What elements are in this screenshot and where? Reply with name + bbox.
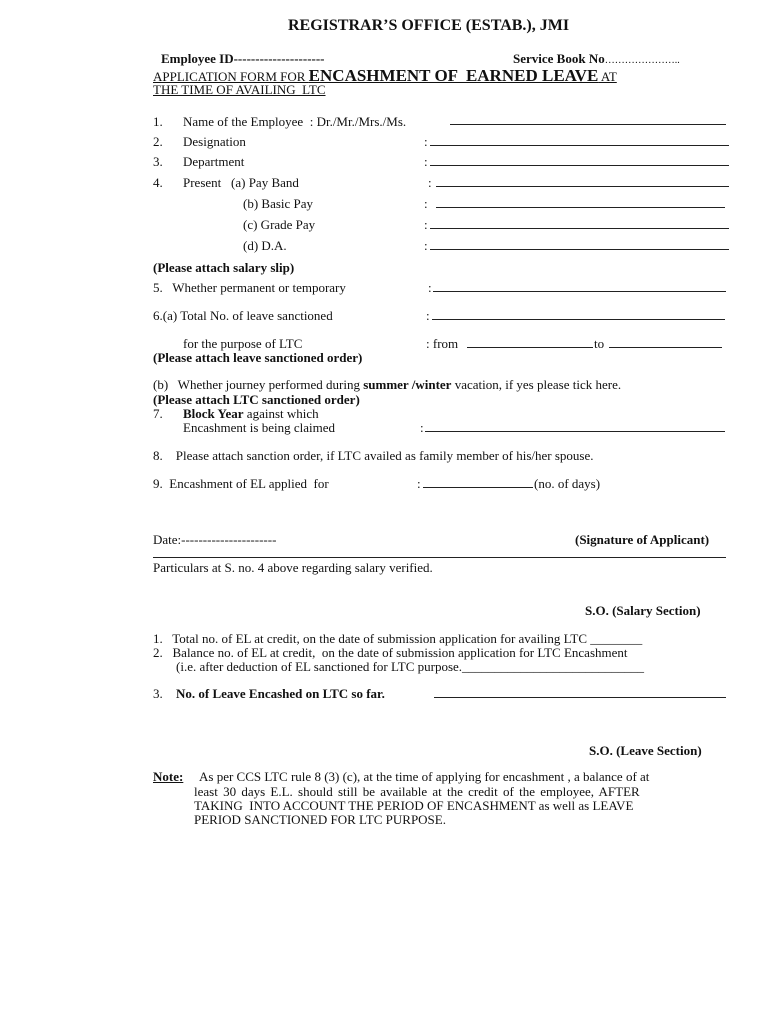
field-6-label: 6.(a) Total No. of leave sanctioned [153,308,333,323]
leave-encashed-input-line[interactable] [434,697,726,698]
employee-name-input-line[interactable] [450,124,726,125]
department-input-line[interactable] [430,165,729,166]
field-4b-label: (b) Basic Pay [243,196,314,211]
field-4-number: 4. [153,175,163,190]
salary-verified-text: Particulars at S. no. 4 above regarding salary verified. [153,560,433,575]
field-4d-colon: : [424,238,428,253]
field-8-label: 8. Please attach sanction order, if LTC availed as family member of his/her spouse. [153,448,594,463]
leave-item-3-label: No. of Leave Encashed on LTC so far. [176,686,385,701]
field-3-number: 3. [153,154,163,169]
leave-from-input-line[interactable] [467,347,593,348]
form-title-line2: THE TIME OF AVAILING LTC [153,82,326,97]
note-line-3: TAKING INTO ACCOUNT THE PERIOD OF ENCASHMENT as well as LEAVE [194,798,634,813]
el-days-input-line[interactable] [423,487,533,488]
field-4b-colon: : [424,196,428,211]
field-7-bold: Block Year [183,406,244,421]
field-9-colon: : [417,476,421,491]
form-title-main: ENCASHMENT OF EARNED LEAVE [308,66,599,85]
field-6b-bold: summer /winter [363,377,452,392]
field-4-colon: : [428,175,432,190]
field-7-colon: : [420,420,424,435]
note-line-1: As per CCS LTC rule 8 (3) (c), at the time of applying for encashment , a balance of at [199,769,650,784]
note-line-4: PERIOD SANCTIONED FOR LTC PURPOSE. [194,812,446,827]
employment-type-input-line[interactable] [433,291,726,292]
employee-id-text: Employee ID [161,51,234,66]
service-book-label [513,52,680,66]
attach-ltc-note: (Please attach LTC sanctioned order) [153,392,360,407]
field-6b-prefix: (b) Whether journey performed during [153,377,364,392]
service-book-text: Service Book No [513,51,605,66]
field-6-purpose: for the purpose of LTC [183,336,303,351]
employee-id-label [161,52,325,65]
field-9-label: 9. Encashment of EL applied for [153,476,329,491]
field-7-number: 7. [153,406,163,421]
block-year-input-line[interactable] [425,431,725,432]
field-2-label: Designation [183,134,246,149]
field-7-label [183,407,319,420]
attach-leave-note: (Please attach leave sanctioned order) [153,350,363,365]
field-7-line2: Encashment is being claimed [183,420,335,435]
applicant-signature-label: (Signature of Applicant) [575,532,710,547]
field-6-from: : from [426,336,462,351]
leave-item-1: 1. Total no. of EL at credit, on the date of submission application for availing LTC ________ [153,631,643,646]
basic-pay-input-line[interactable] [436,207,725,208]
salary-section-officer: S.O. (Salary Section) [585,603,701,618]
service-book-field[interactable]: ………………….. [604,55,680,66]
field-6-colon: : [426,308,430,323]
field-1-number: 1. [153,114,163,129]
note-line-2: least 30 days E.L. should still be available at the credit of the employee, AFTER [194,784,640,799]
leave-sanctioned-input-line[interactable] [432,319,725,320]
leave-item-3-number: 3. [153,686,163,701]
attach-salary-note: (Please attach salary slip) [153,260,295,275]
field-5-colon: : [428,280,432,295]
field-4c-label: (c) Grade Pay [243,217,316,232]
form-title-suffix: AT [598,69,617,84]
field-6b-suffix: vacation, if yes please tick here. [451,377,622,392]
employee-id-field[interactable]: --------------------- [233,51,325,66]
field-3-label: Department [183,154,245,169]
da-input-line[interactable] [430,249,729,250]
field-7-rest: against which [243,406,319,421]
field-5-label: 5. Whether permanent or temporary [153,280,346,295]
note-label: Note: [153,769,184,784]
date-field[interactable]: Date:---------------------- [153,532,277,547]
section-divider [153,557,726,558]
page-title: REGISTRAR’S OFFICE (ESTAB.), JMI [288,17,570,34]
field-6-to: to [594,336,608,351]
designation-input-line[interactable] [430,145,729,146]
form-title-prefix: APPLICATION FORM FOR [153,69,309,84]
field-4-label: Present (a) Pay Band [183,175,299,190]
field-4c-colon: : [424,217,428,232]
field-1-label: Name of the Employee : Dr./Mr./Mrs./Ms. [183,114,407,129]
field-6b-label [153,378,621,391]
leave-item-2-line2: (i.e. after deduction of EL sanctioned for LTC purpose.____________________________ [176,659,645,674]
field-2-number: 2. [153,134,163,149]
leave-section-officer: S.O. (Leave Section) [589,743,702,758]
field-3-colon: : [424,154,428,169]
field-9-unit: (no. of days) [534,476,601,491]
leave-to-input-line[interactable] [609,347,722,348]
leave-item-2: 2. Balance no. of EL at credit, on the date of submission application for LTC Encashment [153,645,628,660]
pay-band-input-line[interactable] [436,186,729,187]
grade-pay-input-line[interactable] [430,228,729,229]
field-4d-label: (d) D.A. [243,238,287,253]
field-2-colon: : [424,134,428,149]
